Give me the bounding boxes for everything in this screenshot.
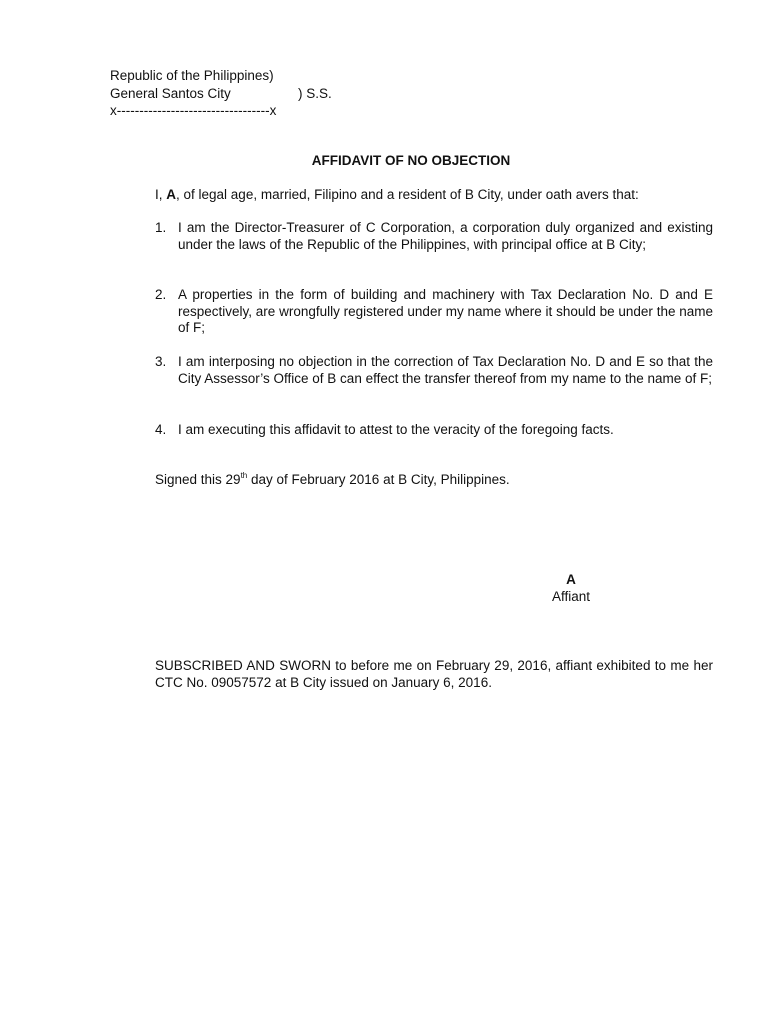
list-item [155, 422, 713, 439]
list-item-text: I am the Director-Treasurer of C Corporation, a corporation duly organized and existing under the laws of the Republic of the Philippines, with principal office at B City; [178, 220, 713, 252]
signature-role: Affiant [551, 589, 591, 604]
list-item [155, 354, 713, 387]
venue-city [110, 85, 332, 102]
signature-name: A [566, 572, 576, 587]
signed-prefix: Signed this 29 [155, 472, 241, 487]
signed-ordinal: th [240, 471, 248, 480]
list-item-number: 1. [155, 220, 167, 235]
intro-prefix: I, [155, 187, 167, 202]
signed-suffix: day of February 2016 at B City, Philippines. [247, 472, 510, 487]
document-title: AFFIDAVIT OF NO OBJECTION [311, 153, 511, 168]
intro-paragraph [155, 187, 639, 202]
venue-divider: x----------------------------------x [110, 103, 277, 118]
list-item-number: 4. [155, 422, 167, 437]
jurat-paragraph: SUBSCRIBED AND SWORN to before me on February 29, 2016, affiant exhibited to me her CTC No. 09057572 at B City issued on January 6, 2016. [155, 658, 713, 690]
signed-line [155, 471, 510, 487]
list-item-text: I am interposing no objection in the correction of Tax Declaration No. D and E so that the City Assessor’s Office of B can effect the transfer thereof from my name to the name of F; [178, 354, 713, 386]
venue-ss: ) S.S. [298, 86, 332, 101]
list-item [155, 287, 713, 337]
venue-city-name: General Santos City [110, 86, 231, 101]
list-item-text: I am executing this affidavit to attest to the veracity of the foregoing facts. [178, 422, 614, 437]
list-item-number: 2. [155, 287, 167, 302]
affiant-name-inline: A [166, 187, 177, 202]
list-item [155, 220, 713, 253]
venue-republic: Republic of the Philippines) [110, 68, 274, 83]
list-item-text: A properties in the form of building and machinery with Tax Declaration No. D and E respectively, are wrongfully registered under my name where it should be under the name of F; [178, 287, 713, 335]
list-item-number: 3. [155, 354, 167, 369]
intro-suffix: , of legal age, married, Filipino and a resident of B City, under oath avers that: [176, 187, 639, 202]
